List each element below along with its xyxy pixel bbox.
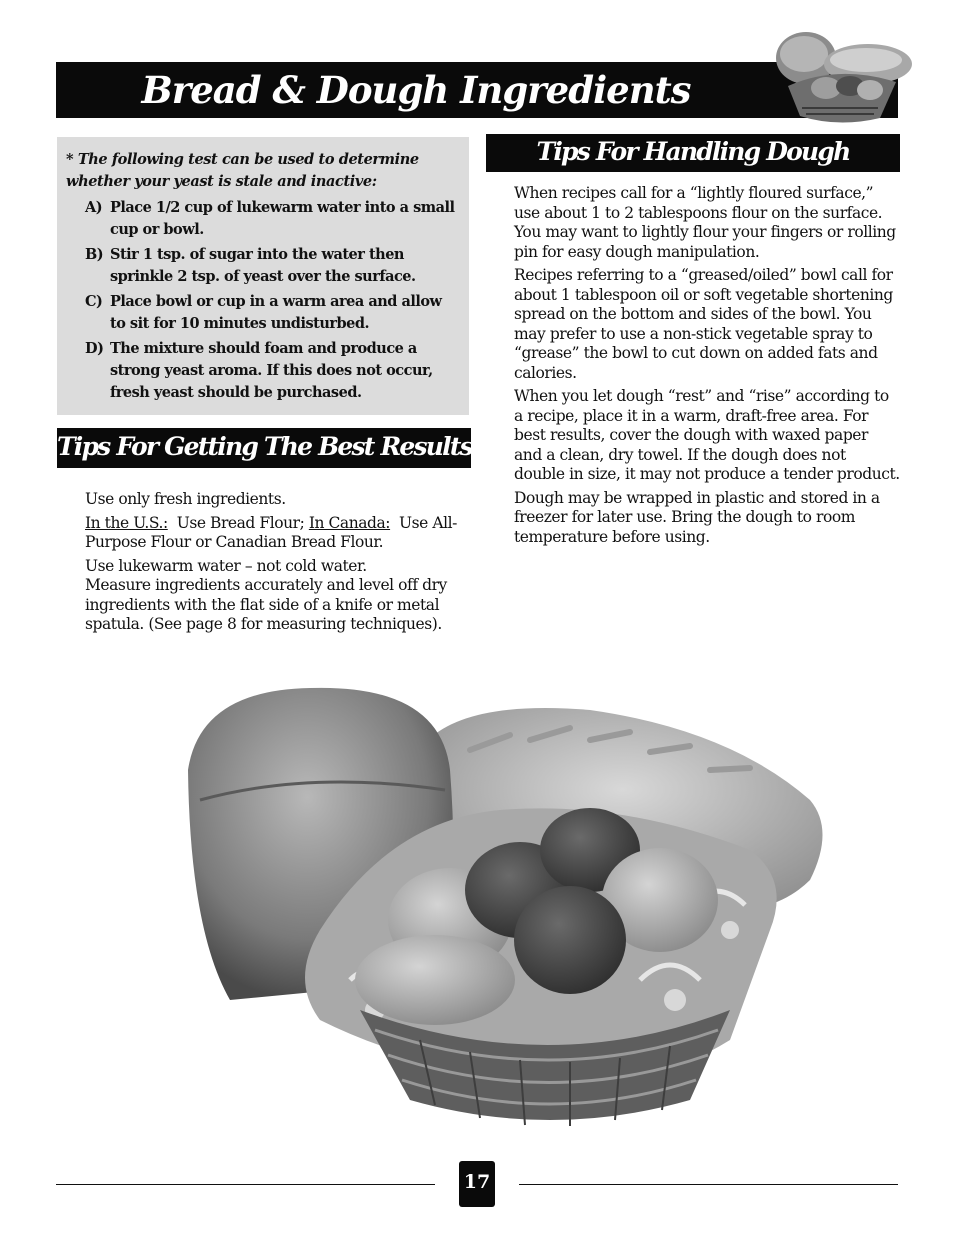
- page-title: Bread & Dough Ingredients: [141, 68, 691, 112]
- canada-label: In Canada:: [308, 513, 391, 532]
- best-results-paragraph: Use lukewarm water – not cold water.: [85, 556, 367, 575]
- us-label: In the U.S.:: [85, 513, 168, 532]
- flour-paragraph: [85, 514, 461, 553]
- step-text: Place bowl or cup in a warm area and allow to sit for 10 minutes undisturbed.: [110, 293, 442, 332]
- step-label: C): [85, 293, 103, 310]
- handling-paragraph: When you let dough “rest” and “rise” according to a recipe, place it in a warm, draft-free area. For best results, cover the dough with waxed paper and a clean, dry towel. If the dough does not double in size, it may not produce a tender product.: [514, 387, 900, 483]
- handling-paragraph: When recipes call for a “lightly floured surface,” use about 1 to 2 tablespoons flour on the surface. You may want to lightly flour your fingers or rolling pin for easy dough manipulation.: [514, 184, 896, 261]
- best-results-heading: Tips For Getting The Best Results: [57, 428, 471, 468]
- step-label: B): [85, 246, 104, 263]
- step-text: Stir 1 tsp. of sugar into the water then sprinkle 2 tsp. of yeast over the surface.: [110, 246, 416, 285]
- yeast-step-c: [85, 291, 461, 335]
- yeast-step-b: [85, 244, 461, 288]
- yeast-test-intro: * The following test can be used to determine whether your yeast is stale and inactive:: [66, 151, 419, 190]
- handling-dough-heading: Tips For Handling Dough: [486, 134, 900, 172]
- best-results-paragraph: Use only fresh ingredients.: [85, 490, 286, 508]
- handling-paragraph: Dough may be wrapped in plastic and stored in a freezer for later use. Bring the dough to room temperature before using.: [514, 488, 880, 546]
- step-label: A): [85, 199, 103, 216]
- footer-rule-right: [519, 1184, 898, 1185]
- us-text: Use Bread Flour;: [176, 513, 305, 532]
- step-text: Place 1/2 cup of lukewarm water into a small cup or bowl.: [110, 199, 455, 238]
- canada-text: Use All-Purpose Flour or Canadian Bread Flour.: [85, 513, 457, 551]
- bread-basket-photo: [170, 680, 830, 1130]
- yeast-step-d: [85, 338, 461, 404]
- handling-dough-section: [514, 184, 900, 551]
- step-text: The mixture should foam and produce a strong yeast aroma. If this does not occur, fresh yeast should be purchased.: [110, 340, 433, 401]
- bread-basket-thumbnail: [768, 24, 914, 124]
- best-results-paragraph: Measure ingredients accurately and level off dry ingredients with the flat side of a knife or metal spatula. (See page 8 for measuring techniques).: [85, 576, 447, 633]
- footer-rule-left: [56, 1184, 435, 1185]
- handling-paragraph: Recipes referring to a “greased/oiled” bowl call for about 1 tablespoon oil or soft vegetable shortening spread on the bottom and sides of the bowl. You may prefer to use a non-stick vegetable spray to “grease” the bowl to cut down on added fats and calories.: [514, 266, 893, 382]
- yeast-step-a: [85, 197, 461, 241]
- step-label: D): [85, 340, 104, 357]
- yeast-test-box: [57, 137, 469, 415]
- page-number: 17: [459, 1161, 495, 1207]
- best-results-section: [85, 490, 461, 639]
